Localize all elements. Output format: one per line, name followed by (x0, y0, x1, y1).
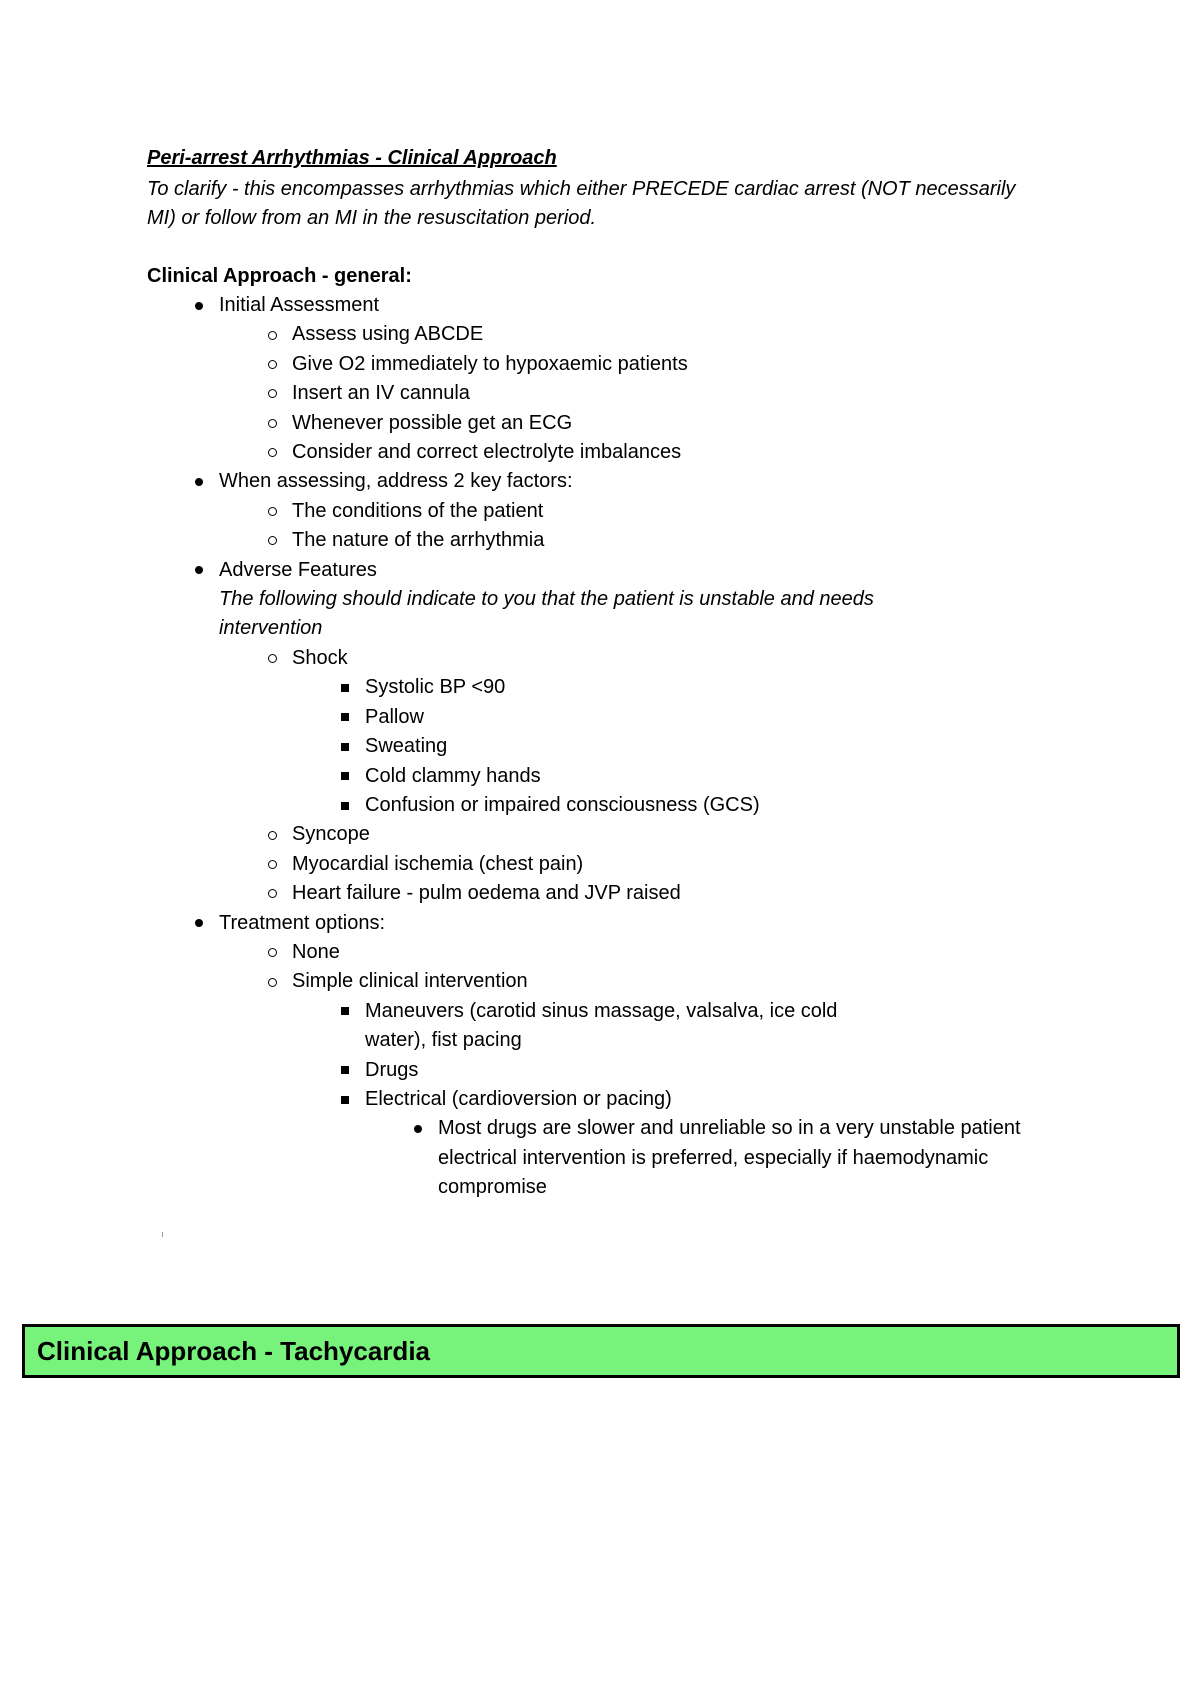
list-item (147, 820, 1047, 849)
bullet-square-icon (335, 1056, 355, 1085)
list-item-text: Electrical (cardioversion or pacing) (365, 1087, 672, 1110)
list-item-text: Assess using ABCDE (292, 323, 484, 346)
bullet-dot-icon (189, 291, 209, 320)
list-item-text: The nature of the arrhythmia (292, 529, 545, 552)
bullet-square-icon (335, 997, 355, 1026)
list-item (147, 291, 1047, 320)
list-item (147, 850, 1047, 879)
adverse-features-note: The following should indicate to you that the patient is unstable and needs intervention (219, 588, 874, 640)
bullet-circle-icon (262, 379, 282, 408)
list-item (147, 762, 1047, 791)
list-item (147, 556, 1047, 585)
bullet-circle-icon (262, 350, 282, 379)
list-item (147, 1114, 1047, 1202)
list-item-text: Maneuvers (carotid sinus massage, valsalva, ice cold water), fist pacing (365, 999, 838, 1052)
list-item-text: Insert an IV cannula (292, 382, 470, 405)
bullet-circle-icon (262, 967, 282, 996)
list-item (147, 791, 1047, 820)
list-item (147, 320, 1047, 349)
banner-title: Clinical Approach - Tachycardia (37, 1335, 430, 1366)
list-item-text: Cold clammy hands (365, 764, 541, 787)
list-item-text: Myocardial ischemia (chest pain) (292, 852, 584, 875)
bullet-square-icon (335, 791, 355, 820)
bullet-circle-icon (262, 820, 282, 849)
list-item-text: Heart failure - pulm oedema and JVP raised (292, 882, 681, 905)
list-item (147, 879, 1047, 908)
list-item (147, 967, 1047, 996)
list-item-text: Sweating (365, 735, 448, 758)
list-item (147, 644, 1047, 673)
list-item-text: Consider and correct electrolyte imbalances (292, 441, 682, 464)
list-item-text: Shock (292, 646, 348, 669)
stray-mark (162, 1232, 163, 1237)
bullet-square-icon (335, 703, 355, 732)
list-item-text: Initial Assessment (219, 294, 380, 316)
bullet-dot-icon (408, 1114, 428, 1143)
list-item-text: Whenever possible get an ECG (292, 411, 573, 434)
list-item (147, 732, 1047, 761)
bullet-square-icon (335, 673, 355, 702)
bullet-square-icon (335, 1085, 355, 1114)
bullet-circle-icon (262, 409, 282, 438)
list-item-text: The conditions of the patient (292, 499, 544, 522)
list-item-text: Drugs (365, 1058, 419, 1081)
list-item (147, 1056, 1047, 1085)
list-item-text: Confusion or impaired consciousness (GCS) (365, 793, 760, 816)
list-item (147, 938, 1047, 967)
document-title: Peri-arrest Arrhythmias - Clinical Approach (147, 147, 557, 169)
bullet-dot-icon (189, 909, 209, 938)
list-item (147, 1085, 1047, 1114)
list-item (147, 526, 1047, 555)
list-item-text: Give O2 immediately to hypoxaemic patients (292, 352, 688, 375)
list-item-text: Most drugs are slower and unreliable so in a very unstable patient electrical intervention is preferred, especially if haemodynamic compromise (438, 1117, 1021, 1199)
bullet-dot-icon (189, 556, 209, 585)
section-banner (22, 1324, 1180, 1378)
list-item (147, 379, 1047, 408)
list-item (147, 438, 1047, 467)
list-item-text: Simple clinical intervention (292, 970, 528, 993)
list-item-text: Adverse Features (219, 558, 377, 581)
bullet-square-icon (335, 762, 355, 791)
bullet-circle-icon (262, 438, 282, 467)
list-item-text: Treatment options: (219, 911, 386, 934)
list-item-text: None (292, 940, 340, 963)
bullet-dot-icon (189, 467, 209, 496)
list-item (147, 673, 1047, 702)
list-item (147, 350, 1047, 379)
list-item (147, 703, 1047, 732)
bullet-circle-icon (262, 320, 282, 349)
list-item (147, 909, 1047, 938)
list-item (147, 497, 1047, 526)
bullet-circle-icon (262, 526, 282, 555)
list-item-text: Syncope (292, 823, 370, 846)
outline-list (147, 291, 1047, 1203)
clarification-text: To clarify - this encompasses arrhythmias which either PRECEDE cardiac arrest (NOT necessarily MI) or follow from an MI in the resuscitation period. (147, 178, 1016, 229)
list-item-text: Pallow (365, 705, 424, 728)
list-item (147, 997, 1047, 1056)
list-item (147, 409, 1047, 438)
list-item (147, 467, 1047, 496)
bullet-circle-icon (262, 938, 282, 967)
bullet-circle-icon (262, 850, 282, 879)
bullet-circle-icon (262, 879, 282, 908)
list-item-text: Systolic BP <90 (365, 676, 506, 699)
list-item-text: When assessing, address 2 key factors: (219, 470, 573, 493)
section-heading: Clinical Approach - general: (147, 265, 412, 287)
bullet-circle-icon (262, 497, 282, 526)
bullet-circle-icon (262, 644, 282, 673)
bullet-square-icon (335, 732, 355, 761)
